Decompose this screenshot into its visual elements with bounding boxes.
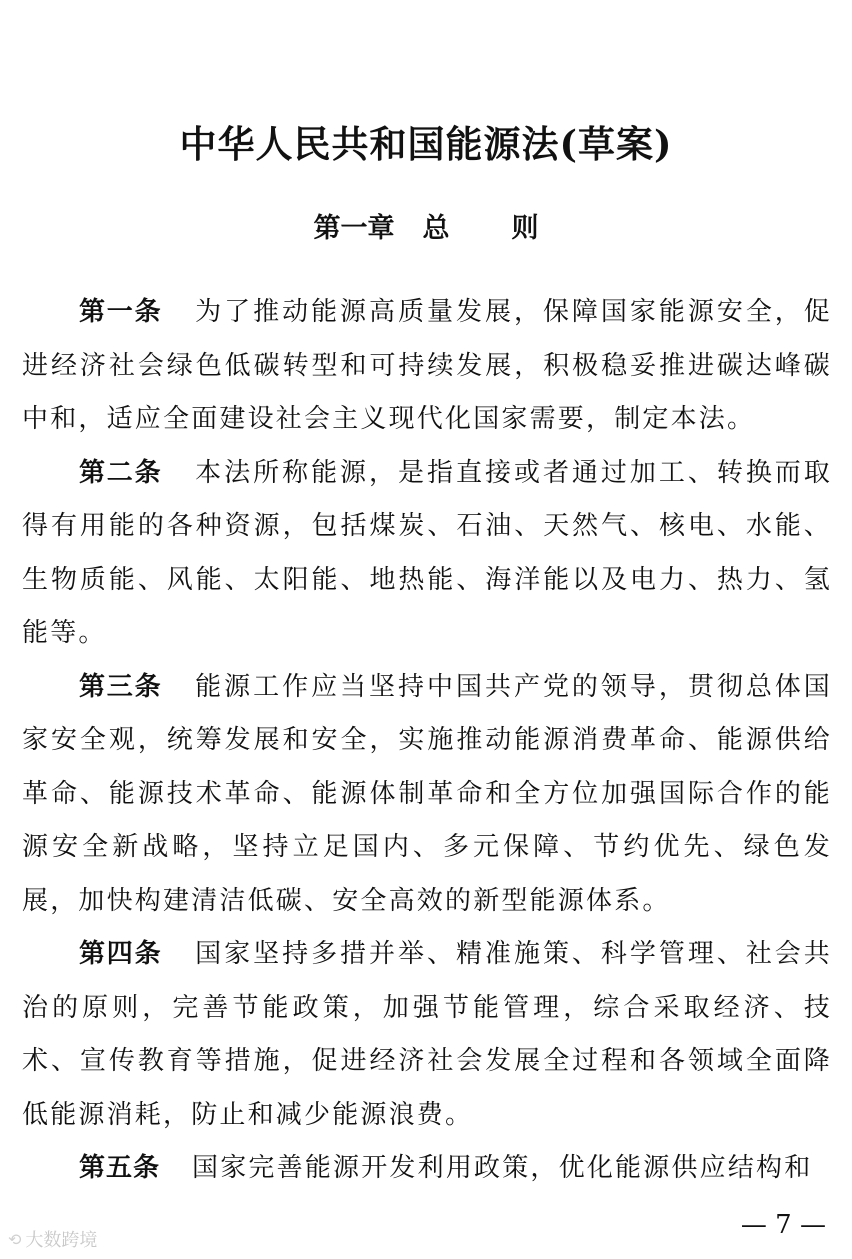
article-text: 本法所称能源，是指直接或者通过加工、转换而取得有用能的各种资源，包括煤炭、石油、天然气、核电、水能、生物质能、风能、太阳能、地热能、海洋能以及电力、热力、氢能等。 xyxy=(22,457,832,648)
article-number: 第三条 xyxy=(79,671,163,702)
chapter-heading xyxy=(0,206,852,252)
article-2 xyxy=(22,447,832,661)
chapter-word-2: 则 xyxy=(511,213,539,244)
article-4 xyxy=(22,928,832,1142)
page-number: — 7 — xyxy=(740,1210,826,1240)
watermark xyxy=(8,1226,97,1252)
document-body xyxy=(22,286,832,1196)
article-5 xyxy=(22,1142,832,1196)
article-1 xyxy=(22,286,832,447)
article-number: 第二条 xyxy=(79,457,163,488)
article-number: 第一条 xyxy=(79,297,163,327)
article-text: 为了推动能源高质量发展，保障国家能源安全，促进经济社会绿色低碳转型和可持续发展，积极稳妥推进碳达峰碳中和，适应全面建设社会主义现代化国家需要，制定本法。 xyxy=(22,297,832,434)
article-text: 国家完善能源开发利用政策，优化能源供应结构和 xyxy=(192,1153,813,1183)
chapter-word-1: 总 xyxy=(422,213,450,244)
chapter-number: 第一章 xyxy=(313,213,395,244)
article-number: 第五条 xyxy=(79,1153,161,1183)
article-3 xyxy=(22,661,832,929)
article-number: 第四条 xyxy=(79,939,163,969)
page-title: 中华人民共和国能源法(草案) xyxy=(179,122,673,166)
article-text: 能源工作应当坚持中国共产党的领导，贯彻总体国家安全观，统筹发展和安全，实施推动能源消费革命、能源供给革命、能源技术革命、能源体制革命和全方位加强国际合作的能源安全新战略，坚持立足国内、多元保障、节约优先、绿色发展，加快构建清洁低碳、安全高效的新型能源体系。 xyxy=(22,671,832,916)
article-text: 国家坚持多措并举、精准施策、科学管理、社会共治的原则，完善节能政策，加强节能管理，综合采取经济、技术、宣传教育等措施，促进经济社会发展全过程和各领域全面降低能源消耗，防止和减少能源浪费。 xyxy=(22,939,832,1130)
watermark-text: 大数跨境 xyxy=(25,1230,98,1251)
logo-icon: ⟲ xyxy=(8,1229,22,1249)
